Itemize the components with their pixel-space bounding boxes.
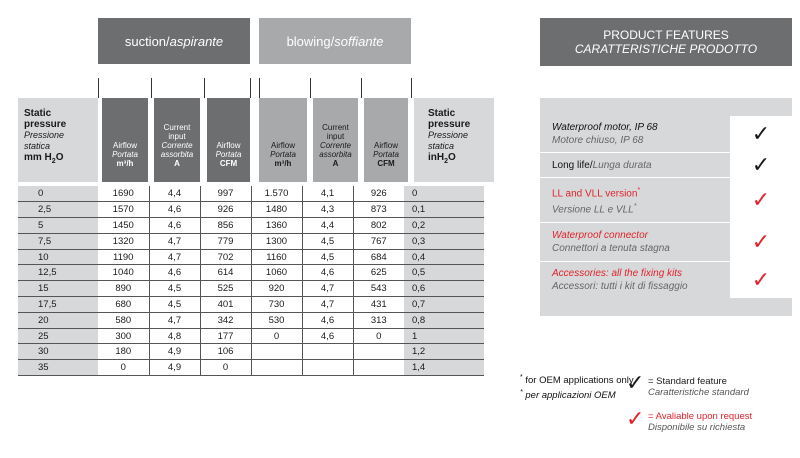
table-cell [251,360,302,376]
table-cell: 4,6 [149,265,200,281]
table-cell: 997 [200,186,251,202]
product-features-header [540,18,792,66]
table-cell: 35 [18,360,98,376]
table-cell: 17,5 [18,297,98,313]
table-cell: 4,6 [149,218,200,234]
column-header-airflow-cfm-suction: Airflow Portata CFM [207,98,250,182]
table-row [18,186,484,202]
legend-standard: = Standard feature Caratteristiche standard [648,376,749,398]
table-cell: 0,3 [404,233,484,249]
table-cell: 177 [200,328,251,344]
table-cell: 4,7 [149,249,200,265]
table-cell: 767 [353,233,404,249]
footnote-oem: * for OEM applications only. * per applicazioni OEM [520,374,636,402]
table-cell: 920 [251,281,302,297]
table-cell: 1690 [98,186,149,202]
table-cell: 0,5 [404,265,484,281]
table-cell: 614 [200,265,251,281]
product-features-title-it: CARATTERISTICHE PRODOTTO [574,42,758,56]
table-cell: 12,5 [18,265,98,281]
table-cell: 0,8 [404,312,484,328]
performance-table [18,186,484,376]
divider [310,78,311,98]
table-cell [353,344,404,360]
table-cell: 313 [353,312,404,328]
legend-request: = Avaliable upon request Disponibile su richiesta [648,411,753,433]
table-cell: 4,6 [302,265,353,281]
feature-long-life: Long life / Lunga durata ✓ [540,153,792,177]
table-cell: 0,6 [404,281,484,297]
table-cell: 625 [353,265,404,281]
table-cell: 4,3 [302,202,353,218]
table-cell: 1 [404,328,484,344]
check-red-icon: ✓ [730,223,792,261]
table-cell: 1040 [98,265,149,281]
table-cell: 4,5 [149,281,200,297]
table-cell: 0 [404,186,484,202]
divider [204,78,205,98]
table-cell: 1300 [251,233,302,249]
check-icon: ✓ [626,370,645,395]
table-cell: 1450 [98,218,149,234]
table-cell: 4,5 [302,249,353,265]
table-cell: 1360 [251,218,302,234]
table-row [18,360,484,376]
feature-accessories: Accessories: all the fixing kits Accessori: tutti i kit di fissaggio ✓ [540,262,792,298]
feature-waterproof-motor: Waterproof motor, IP 68 Motore chiuso, IP 68 ✓ [540,116,792,152]
divider [151,78,152,98]
table-cell: 4,7 [302,297,353,313]
check-icon: ✓ [730,116,792,152]
table-row [18,297,484,313]
suction-header: suction / aspirante [98,18,250,64]
blowing-label: blowing [286,33,331,49]
table-cell: 4,9 [149,344,200,360]
table-cell: 4,8 [149,328,200,344]
table-cell: 4,7 [149,233,200,249]
table-cell: 4,1 [302,186,353,202]
table-cell: 4,6 [149,202,200,218]
table-cell [353,360,404,376]
table-cell: 342 [200,312,251,328]
column-header-airflow-m3h-blowing: Airflow Portata m³/h [259,98,307,182]
table-cell: 25 [18,328,98,344]
table-cell: 1570 [98,202,149,218]
table-cell: 4,7 [302,281,353,297]
column-header-static-pressure-inh2o: Static pressure Pressione statica inH$_2$O [414,98,494,182]
table-cell: 0 [98,360,149,376]
check-icon: ✓ [730,153,792,177]
table-row [18,265,484,281]
table-cell: 2,5 [18,202,98,218]
column-header-current-suction: Current input Corrente assorbita A [154,98,200,182]
blowing-label-it: soffiante [334,33,384,49]
table-cell: 0 [353,328,404,344]
table-cell: 684 [353,249,404,265]
table-cell: 30 [18,344,98,360]
blowing-header: blowing / soffiante [259,18,411,64]
table-row [18,281,484,297]
table-cell: 10 [18,249,98,265]
table-cell: 4,4 [302,218,353,234]
table-cell: 106 [200,344,251,360]
check-red-icon: ✓ [626,406,645,431]
column-header-airflow-m3h-suction: Airflow Portata m³/h [102,98,148,182]
table-cell: 431 [353,297,404,313]
table-cell: 580 [98,312,149,328]
table-cell: 890 [98,281,149,297]
column-header-static-pressure-mm: Static pressure Pressione statica mm $H_2O$ [18,98,98,182]
suction-label: suction [124,33,167,49]
check-red-icon: ✓ [730,178,792,222]
table-cell: 7,5 [18,233,98,249]
table-cell: 4,5 [302,233,353,249]
divider [259,78,260,98]
feature-waterproof-connector: Waterproof connector Connettori a tenuta stagna ✓ [540,223,792,261]
table-cell: 680 [98,297,149,313]
check-red-icon: ✓ [730,262,792,298]
table-cell: 1.570 [251,186,302,202]
table-cell: 4,4 [149,186,200,202]
divider [250,78,251,98]
table-cell: 702 [200,249,251,265]
table-cell: 15 [18,281,98,297]
divider [98,78,99,98]
feature-ll-vll-version: LL and VLL version* Versione LL e VLL* ✓ [540,178,792,222]
table-row [18,328,484,344]
table-cell: 401 [200,297,251,313]
table-cell: 0,1 [404,202,484,218]
table-cell: 4,5 [149,297,200,313]
table-cell: 730 [251,297,302,313]
table-cell: 300 [98,328,149,344]
table-cell: 856 [200,218,251,234]
table-cell: 1190 [98,249,149,265]
table-cell: 1480 [251,202,302,218]
column-header-airflow-cfm-blowing: Airflow Portata CFM [364,98,408,182]
table-cell: 1160 [251,249,302,265]
table-row [18,249,484,265]
table-cell: 20 [18,312,98,328]
table-cell: 0 [18,186,98,202]
table-cell: 530 [251,312,302,328]
product-features-box [540,98,792,316]
column-header-current-blowing: Current input Corrente assorbita A [313,98,358,182]
performance-table-body [18,186,484,376]
table-cell [302,360,353,376]
table-cell: 4,6 [302,328,353,344]
table-cell: 4,6 [302,312,353,328]
table-cell: 4,9 [149,360,200,376]
table-cell: 180 [98,344,149,360]
table-row [18,312,484,328]
table-cell: 0,7 [404,297,484,313]
table-cell: 543 [353,281,404,297]
table-cell: 873 [353,202,404,218]
table-cell: 1,2 [404,344,484,360]
table-cell: 0,4 [404,249,484,265]
table-cell: 5 [18,218,98,234]
table-cell [251,344,302,360]
table-cell: 0 [200,360,251,376]
table-cell [302,344,353,360]
table-cell: 1060 [251,265,302,281]
table-cell: 4,7 [149,312,200,328]
table-cell: 0 [251,328,302,344]
table-cell: 926 [200,202,251,218]
suction-label-it: aspirante [169,33,224,49]
table-row [18,202,484,218]
table-cell: 802 [353,218,404,234]
table-row [18,344,484,360]
product-features-title: PRODUCT FEATURES [603,28,729,42]
table-cell: 926 [353,186,404,202]
table-cell: 0,2 [404,218,484,234]
divider [361,78,362,98]
table-cell: 525 [200,281,251,297]
table-cell: 1,4 [404,360,484,376]
table-row [18,218,484,234]
table-cell: 1320 [98,233,149,249]
table-cell: 779 [200,233,251,249]
divider [411,78,412,98]
table-row [18,233,484,249]
